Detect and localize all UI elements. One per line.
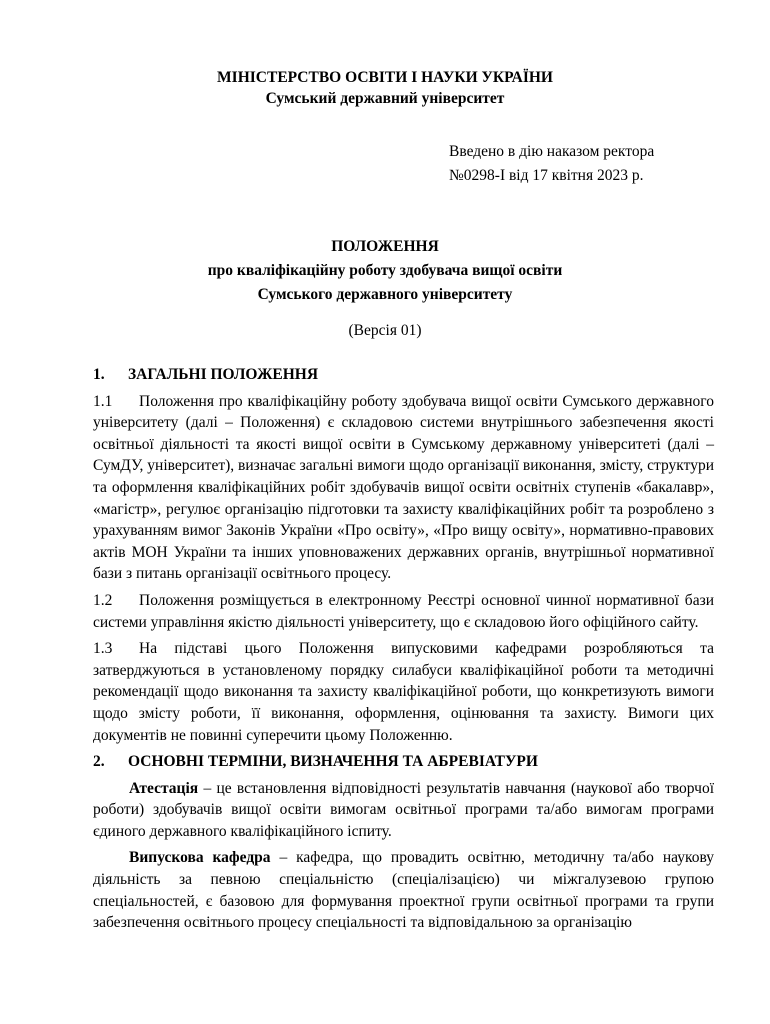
title-line-2: про кваліфікаційну роботу здобувача вищої освіти xyxy=(207,262,563,279)
section-number: 1. xyxy=(93,366,105,383)
paragraph-number: 1.1 xyxy=(93,392,113,410)
paragraph-number: 1.2 xyxy=(93,591,113,609)
section-number: 2. xyxy=(93,753,105,771)
term-definition xyxy=(93,847,714,933)
university-name: Сумський державний університет xyxy=(265,90,505,107)
section-title: ЗАГАЛЬНІ ПОЛОЖЕННЯ xyxy=(128,366,319,383)
section-title: ОСНОВНІ ТЕРМІНИ, ВИЗНАЧЕННЯ ТА АБРЕВІАТУРИ xyxy=(128,753,538,771)
paragraph-1-3 xyxy=(93,638,714,746)
title-main: ПОЛОЖЕННЯ xyxy=(331,238,439,255)
term-definition xyxy=(93,778,714,843)
section-2-heading xyxy=(93,751,714,773)
term-text: – це встановлення відповідності результатів навчання (наукової або творчої роботи) здобувачів вищої освіти вимогам освітньої програми та/або вимогам програми єдиного державного кваліфікаційного іспиту. xyxy=(93,779,714,840)
document-body xyxy=(93,364,714,939)
paragraph-text: На підставі цього Положення випусковими кафедрами розробляються та затверджуються в установленому порядку силабуси кваліфікаційної роботи та методичні рекомендації щодо виконання та захисту кваліфікаційної роботи, що конкретизують вимоги щодо змісту роботи, її виконання, оформлення, оцінювання та захисту. Вимоги цих документів не повинні суперечити цьому Положенню. xyxy=(93,640,714,744)
document-title xyxy=(0,235,770,343)
document-version: (Версія 01) xyxy=(348,322,422,339)
paragraph-text: Положення про кваліфікаційну роботу здобувача вищої освіти Сумського державного університету (далі – Положення) є складовою системи внутрішнього забезпечення якості освітньої діяльності та якості вищої освіти в Сумському державному університеті (далі – СумДУ, університет), визначає загальні вимоги щодо організації виконання, змісту, структури та оформлення кваліфікаційних робіт здобувачів вищої освіти освітніх ступенів «бакалавр», «магістр», регулює організацію підготовки та захисту кваліфікаційних робіт та розроблено з урахуванням вимог Законів України «Про освіту», «Про вищу освіту», нормативно-правових актів МОН України та інших уповноважених державних органів, внутрішньої нормативної бази з питань організації освітнього процесу. xyxy=(93,392,714,583)
term-name: Випускова кафедра xyxy=(129,849,271,867)
document-header xyxy=(0,67,770,109)
paragraph-1-1 xyxy=(93,391,714,585)
paragraph-number: 1.3 xyxy=(93,640,113,658)
ministry-name: МІНІСТЕРСТВО ОСВІТИ І НАУКИ УКРАЇНИ xyxy=(217,69,553,86)
paragraph-text: Положення розміщується в електронному Реєстрі основної чинної нормативної бази системи управління якістю діяльності університету, що є складовою його офіційного сайту. xyxy=(93,591,714,631)
decree-line-1: Введено в дію наказом ректора xyxy=(449,143,655,160)
decree-note xyxy=(449,140,654,188)
term-text: – кафедра, що провадить освітню, методичну та/або наукову діяльність за певною спеціальністю (спеціалізацією) чи міжгалузевою групою спеціальностей, є базовою для формування проектної групи освітньої програми та групи забезпечення освітнього процесу спеціальності та відповідальною за організацію xyxy=(93,849,714,932)
title-line-3: Сумського державного університету xyxy=(257,286,513,303)
decree-line-2: №0298-І від 17 квітня 2023 р. xyxy=(449,167,644,184)
term-name: Атестація xyxy=(129,779,199,797)
section-1-heading xyxy=(93,364,714,386)
paragraph-1-2 xyxy=(93,590,714,633)
